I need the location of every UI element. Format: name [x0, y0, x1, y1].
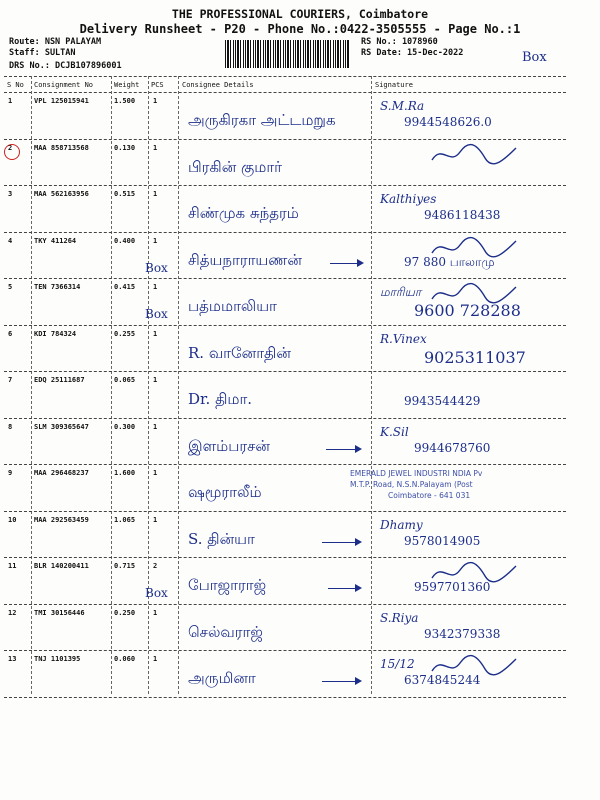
row-consignment-no: MAA 292563459: [34, 515, 89, 524]
row-rule: [4, 139, 566, 140]
row-rule: [4, 371, 566, 372]
row-pcs: 1: [153, 190, 158, 198]
row-consignee-handwritten: S. தின்யா: [188, 529, 255, 548]
row-consignment-no: TMI 30156446: [34, 608, 85, 617]
row-pcs: 1: [153, 236, 158, 245]
row-consignee-handwritten: அருமினா: [188, 669, 256, 687]
col-divider: [31, 76, 32, 694]
row-phone-handwritten: 9342379338: [424, 626, 501, 641]
row-sno: 7: [8, 376, 13, 384]
row-sno: 3: [8, 190, 13, 198]
staff: Staff: SULTAN: [9, 48, 76, 58]
row-weight: 0.255: [114, 329, 136, 338]
row-pcs: 1: [153, 97, 158, 105]
rs-number: RS No.: 1078960: [361, 37, 438, 47]
row-pcs: 2: [153, 562, 158, 570]
row-weight: 0.130: [114, 143, 136, 152]
signature-scribble: [430, 560, 520, 586]
row-sno: 5: [8, 283, 13, 291]
row-weight: 1.500: [114, 97, 136, 105]
row-signature-handwritten: S.Riya: [380, 610, 419, 625]
row-sno: 8: [8, 422, 13, 431]
col-header-consignment: Consignment No: [34, 81, 94, 89]
drs-number: DRS No.: DCJB107896001: [9, 61, 122, 71]
row-pcs: 1: [153, 469, 158, 477]
row-note-handwritten: Box: [145, 586, 168, 600]
row-consignment-no: MAA 296468237: [34, 469, 89, 477]
row-phone-handwritten: 9025311037: [424, 347, 526, 367]
row-pcs: 1: [153, 143, 158, 152]
row-phone-handwritten: 9944548626.0: [404, 115, 492, 129]
col-header-pcs: PCS: [151, 81, 164, 89]
row-signature-handwritten: K.Sil: [380, 424, 409, 439]
row-consignment-no: MAA 858713568: [34, 143, 89, 152]
row-sno: 2: [8, 143, 13, 152]
row-pcs: 1: [153, 283, 158, 291]
col-divider: [148, 76, 149, 694]
row-phone-handwritten: 9597701360: [414, 580, 491, 594]
row-weight: 0.715: [114, 562, 136, 570]
row-rule: [4, 185, 566, 186]
col-header-signature: Signature: [375, 81, 413, 89]
row-rule: [4, 232, 566, 233]
signature-scribble: [430, 142, 520, 168]
company-title: THE PROFESSIONAL COURIERS, Coimbatore: [171, 7, 429, 21]
row-phone-handwritten: 9600 728288: [414, 301, 521, 320]
row-consignee-handwritten: செல்வராஜ்: [188, 622, 263, 641]
row-consignment-no: TNJ 1101395: [34, 655, 81, 663]
row-signature-handwritten: Kalthiyes: [380, 192, 437, 206]
stamp-line: M.T.P. Road, N.S.N.Palayam (Post: [350, 480, 473, 489]
rs-date: RS Date: 15-Dec-2022: [361, 48, 464, 58]
header-rule: [4, 92, 566, 93]
row-sno: 10: [8, 515, 17, 524]
col-divider: [111, 76, 112, 694]
row-sno: 1: [8, 97, 13, 105]
row-sno: 12: [8, 608, 17, 617]
route: Route: NSN PALAYAM: [9, 37, 102, 47]
row-rule: [4, 464, 566, 465]
row-signature-handwritten: 15/12: [380, 657, 415, 671]
col-divider: [178, 76, 179, 694]
barcode: [225, 40, 350, 68]
row-weight: 1.600: [114, 469, 136, 477]
row-sno: 13: [8, 655, 17, 663]
row-weight: 0.400: [114, 236, 136, 245]
row-phone-handwritten: 9486118438: [424, 208, 501, 222]
signature-scribble: [430, 281, 520, 307]
col-divider: [371, 76, 372, 694]
row-weight: 0.060: [114, 655, 136, 663]
row-pcs: 1: [153, 329, 158, 338]
row-rule: [4, 325, 566, 326]
row-consignee-handwritten: பிரகின் குமார்: [188, 157, 283, 176]
row-consignee-handwritten: Dr. திமா.: [188, 390, 253, 408]
row-rule: [4, 278, 566, 279]
row-consignee-handwritten: பத்மமாலியா: [188, 297, 277, 315]
row-pcs: 1: [153, 376, 158, 384]
row-weight: 0.415: [114, 283, 136, 291]
row-consignment-no: BLR 140200411: [34, 562, 89, 570]
row-rule: [4, 697, 566, 698]
signature-scribble: [430, 235, 520, 261]
row-weight: 0.515: [114, 190, 136, 198]
row-consignee-handwritten: R. வானோதின்: [188, 343, 291, 362]
col-header-sno: S No: [7, 81, 24, 89]
arrow-mark: [322, 542, 360, 543]
row-note-handwritten: Box: [145, 260, 168, 275]
row-rule: [4, 418, 566, 419]
row-note-handwritten: Box: [145, 307, 168, 321]
row-consignment-no: MAA 562163956: [34, 190, 89, 198]
signature-scribble: [430, 653, 520, 679]
row-phone-handwritten: 9578014905: [404, 533, 481, 548]
runsheet-subtitle: Delivery Runsheet - P20 - Phone No.:0422-3505555 - Page No.:1: [79, 22, 521, 36]
arrow-mark: [326, 449, 360, 450]
col-header-weight: Weight: [114, 81, 140, 89]
table-top-rule: [4, 76, 566, 77]
row-rule: [4, 557, 566, 558]
row-phone-handwritten: 6374845244: [404, 673, 481, 687]
row-weight: 1.065: [114, 515, 136, 524]
arrow-mark: [328, 588, 360, 589]
row-consignment-no: EDQ 25111687: [34, 376, 85, 384]
row-sno: 11: [8, 562, 17, 570]
row-consignment-no: TEN 7366314: [34, 283, 81, 291]
row-weight: 0.065: [114, 376, 136, 384]
row-consignee-handwritten: ஷமூராலீம்: [188, 483, 262, 501]
row-consignment-no: VPL 125015941: [34, 97, 89, 105]
row-pcs: 1: [153, 422, 158, 431]
row-phone-handwritten: 9943544429: [404, 394, 481, 408]
row-consignment-no: KDI 784324: [34, 329, 77, 338]
row-sno: 9: [8, 469, 13, 477]
row-sno: 4: [8, 236, 13, 245]
stamp-line: EMERALD JEWEL INDUSTRI NDIA Pv: [350, 469, 483, 478]
row-signature-handwritten: S.M.Ra: [380, 99, 425, 113]
row-weight: 0.300: [114, 422, 136, 431]
box-note-header: Box: [522, 50, 547, 65]
stamp-line: Coimbatore - 641 031: [388, 491, 471, 500]
row-signature-handwritten: Dhamy: [380, 517, 423, 532]
arrow-mark: [330, 263, 362, 264]
row-phone-handwritten: 9944678760: [414, 440, 491, 455]
row-pcs: 1: [153, 515, 158, 524]
row-consignee-handwritten: அருகிரகா அட்டமறுக: [188, 111, 336, 129]
row-consignee-handwritten: சித்யநாராயணன்: [188, 250, 302, 269]
col-header-consignee: Consignee Details: [182, 81, 254, 89]
row-consignee-handwritten: இளம்பரசன்: [188, 436, 270, 455]
row-sno: 6: [8, 329, 13, 338]
row-rule: [4, 511, 566, 512]
row-consignee-handwritten: போஜாராஜ்: [188, 576, 267, 594]
row-consignment-no: TKY 411264: [34, 236, 77, 245]
row-weight: 0.250: [114, 608, 136, 617]
row-pcs: 1: [153, 655, 158, 663]
row-phone-handwritten: 97 880 பாலாமு: [404, 254, 495, 269]
row-consignment-no: SLM 309365647: [34, 422, 89, 431]
row-rule: [4, 650, 566, 651]
company-stamp: [350, 468, 560, 501]
arrow-mark: [322, 681, 360, 682]
row-consignee-handwritten: சிண்முக சுந்தரம்: [188, 204, 299, 222]
row-signature-handwritten: மாரியா: [380, 285, 422, 299]
row-signature-handwritten: R.Vinex: [380, 331, 427, 346]
row-rule: [4, 604, 566, 605]
row-pcs: 1: [153, 608, 158, 617]
